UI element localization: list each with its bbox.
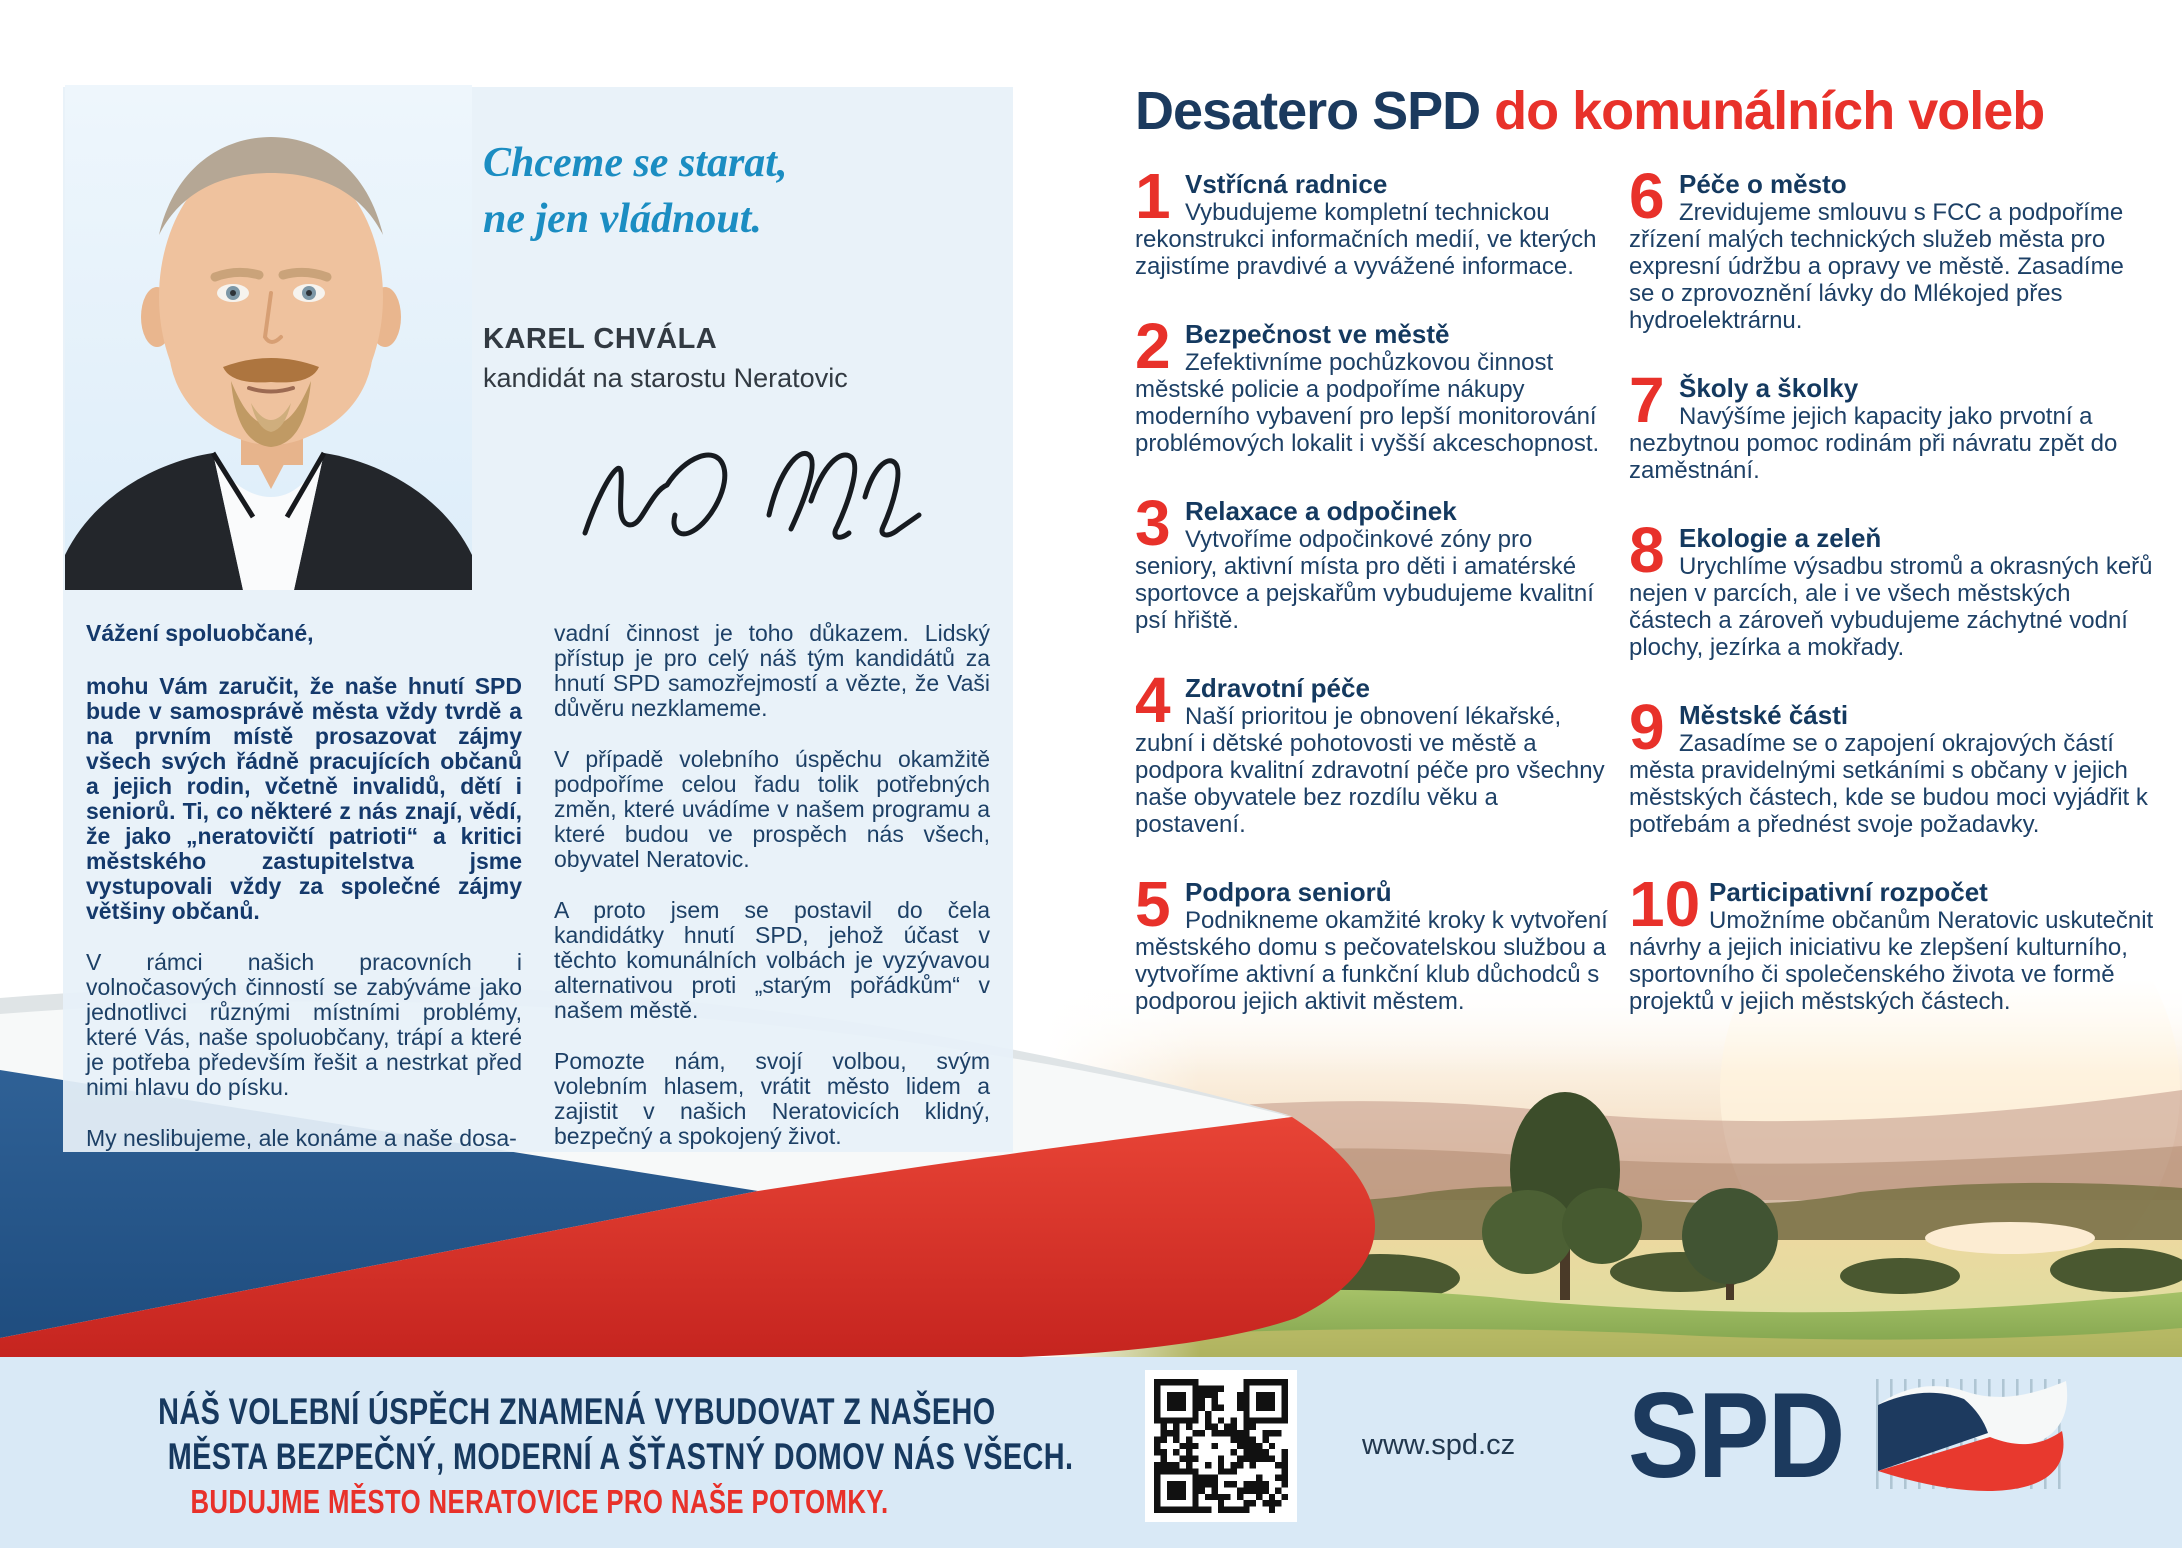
item-heading: Podpora seniorů: [1185, 877, 1392, 907]
item-heading: Školy a školky: [1679, 373, 1859, 403]
desatero-column-2: [1629, 160, 2155, 1055]
item-text: Vytvoříme odpočinkové zóny pro seniory, aktivní místa pro děti i amatérské sportovce a pejskařům vybudujeme kvalitní psí hřiště.: [1135, 526, 1594, 634]
desatero-column-1: [1135, 160, 1613, 1055]
item-text: Vybudujeme kompletní technickou rekonstrukci informačních medií, ve kterých zajistíme pravdivé a vyvážené informace.: [1135, 199, 1597, 280]
intro-panel: [63, 87, 1013, 1152]
desatero-title-accent: do komunálních voleb: [1494, 81, 2045, 141]
item-number: 3: [1135, 487, 1171, 559]
qr-code: [1145, 1370, 1297, 1522]
item-number: 4: [1135, 664, 1171, 736]
desatero-item: [1135, 310, 1613, 457]
intro-column-1: [86, 621, 522, 1177]
desatero-item: [1135, 487, 1613, 634]
item-text: Podnikneme okamžité kroky k vytvoření městského domu s pečovatelskou službou a vytvoříme aktivní a funkční klub důchodců s podporou jejich aktivit městem.: [1135, 907, 1608, 1015]
signature: [573, 437, 953, 567]
footer-slogan-line-1: NÁŠ VOLEBNÍ ÚSPĚCH ZNAMENÁ VYBUDOVAT Z NAŠEHO: [158, 1391, 996, 1432]
desatero-item: [1629, 868, 2155, 1015]
item-heading: Ekologie a zeleň: [1679, 523, 1882, 553]
intro-paragraph: mohu Vám zaručit, že naše hnutí SPD bude v samosprávě města vždy tvrdě a na prvním místě prosazovat zájmy všech svých řádně pracujících občanů a jejich rodin, včetně invalidů, dětí i seniorů. Ti, co některé z nás znají, vědí, že jako „neratovičtí patrioti“ a kritici městského zastupitelstva jsme vystupovali vždy za společné zájmy většiny občanů.: [86, 673, 522, 924]
intro-paragraph: vadní činnost je toho důkazem. Lidský přístup je pro celý náš tým kandidátů za hnutí SPD samozřejmostí a vězte, že Vaši důvěru nezklameme.: [554, 620, 990, 721]
item-heading: Participativní rozpočet: [1709, 877, 1988, 907]
item-heading: Péče o město: [1679, 169, 1847, 199]
intro-paragraph: A proto jsem se postavil do čela kandidátky hnutí SPD, jehož účast v těchto komunálních volbách je vyzývavou alternativou proti „starým pořádkům“ v našem městě.: [554, 897, 990, 1023]
candidate-portrait-illustration: [65, 85, 472, 590]
item-text: Zefektivníme pochůzkovou činnost městské policie a podpoříme nákupy moderního vybavení pro lepší monitorování problémových lokalit i vyšší akceschopnost.: [1135, 349, 1600, 457]
spd-logo-text: SPD: [1628, 1367, 1844, 1503]
item-number: 8: [1629, 514, 1665, 586]
intro-paragraph: My neslibujeme, ale konáme a naše dosa-: [86, 1125, 517, 1151]
item-text: Zasadíme se o zapojení okrajových částí města pravidelnými setkáními s občany v jejich městských částech, kde se budou moci vyjádřit k potřebám a přednést svoje požadavky.: [1629, 730, 2148, 838]
item-number: 9: [1629, 691, 1665, 763]
item-number: 2: [1135, 310, 1171, 382]
slogan-line-2: ne jen vládnout.: [483, 196, 762, 242]
desatero-item: [1135, 160, 1613, 280]
desatero-item: [1629, 160, 2155, 334]
desatero-item: [1135, 664, 1613, 838]
campaign-slogan: [483, 135, 787, 247]
item-heading: Bezpečnost ve městě: [1185, 319, 1450, 349]
item-number: 7: [1629, 364, 1665, 436]
footer-slogan-line-3: BUDUJME MĚSTO NERATOVICE PRO NAŠE POTOMKY.: [190, 1483, 890, 1520]
candidate-role: kandidát na starostu Neratovic: [483, 363, 848, 393]
item-text: Umožníme občanům Neratovic uskutečnit návrhy a jejich iniciativu ke zlepšení kulturního, sportovního či společenského života ve formě projektů v jejich městských částech.: [1629, 907, 2154, 1015]
slogan-line-1: Chceme se starat,: [483, 140, 788, 186]
candidate-photo: [65, 85, 472, 592]
item-heading: Vstřícná radnice: [1185, 169, 1388, 199]
footer-band: [0, 1357, 2182, 1548]
desatero-item: [1629, 691, 2155, 838]
item-number: 10: [1629, 868, 1701, 940]
desatero-section: [1135, 80, 2155, 1055]
intro-column-2: [554, 621, 990, 1177]
item-number: 5: [1135, 868, 1171, 940]
desatero-item: [1629, 364, 2155, 484]
item-text: Navýšíme jejich kapacity jako prvotní a nezbytnou pomoc rodinám při návratu zpět do zaměstnání.: [1629, 403, 2118, 484]
item-text: Naší prioritou je obnovení lékařské, zubní i dětské pohotovosti ve městě a podpora kvalitní zdravotní péče pro všechny naše obyvatele bez rozdílu věku a postavení.: [1135, 703, 1605, 838]
item-heading: Relaxace a odpočinek: [1185, 496, 1457, 526]
item-number: 6: [1629, 160, 1665, 232]
candidate-name: KAREL CHVÁLA: [483, 323, 718, 355]
item-heading: Městské části: [1679, 700, 1849, 730]
desatero-title: [1135, 80, 2155, 142]
footer-slogan-line-2: MĚSTA BEZPEČNÝ, MODERNÍ A ŠŤASTNÝ DOMOV NÁS VŠECH.: [167, 1436, 1074, 1477]
footer-slogan: [40, 1389, 1074, 1524]
intro-paragraph: Vážení spoluobčané,: [86, 620, 314, 646]
item-number: 1: [1135, 160, 1171, 232]
intro-paragraph: V rámci našich pracovních i volnočasových činností se zabýváme jako jednotlivci různými místními problémy, které Vás, naše spoluobčany, trápí a které je potřeba především řešit a nestrkat před nimi hlavu do písku.: [86, 949, 522, 1100]
intro-text-columns: [86, 621, 990, 1177]
item-text: Urychlíme výsadbu stromů a okrasných keřů nejen v parcích, ale i ve všech městských částech a zároveň vybudujeme záchytné vodní plochy, jezírka a mokřady.: [1629, 553, 2153, 661]
desatero-title-main: Desatero SPD: [1135, 81, 1481, 141]
intro-paragraph: Pomozte nám, svojí volbou, svým volebním hlasem, vrátit město lidem a zajistit v našich Neratovicích klidný, bezpečný a spokojený život.: [554, 1048, 990, 1149]
website-url: www.spd.cz: [1362, 1429, 1516, 1461]
spd-flag-emblem: [1872, 1375, 2072, 1499]
intro-paragraph: V případě volebního úspěchu okamžitě podpoříme celou řadu tolik potřebných změn, které uvádíme v našem programu a které budou ve prospěch nás všech, obyvatel Neratovic.: [554, 746, 990, 872]
desatero-item: [1135, 868, 1613, 1015]
item-heading: Zdravotní péče: [1185, 673, 1370, 703]
item-text: Zrevidujeme smlouvu s FCC a podpoříme zřízení malých technických služeb města pro expresní údržbu a opravy ve městě. Zasadíme se o zprovoznění lávky do Mlékojed přes hydroelektrárnu.: [1629, 199, 2124, 334]
desatero-item: [1629, 514, 2155, 661]
